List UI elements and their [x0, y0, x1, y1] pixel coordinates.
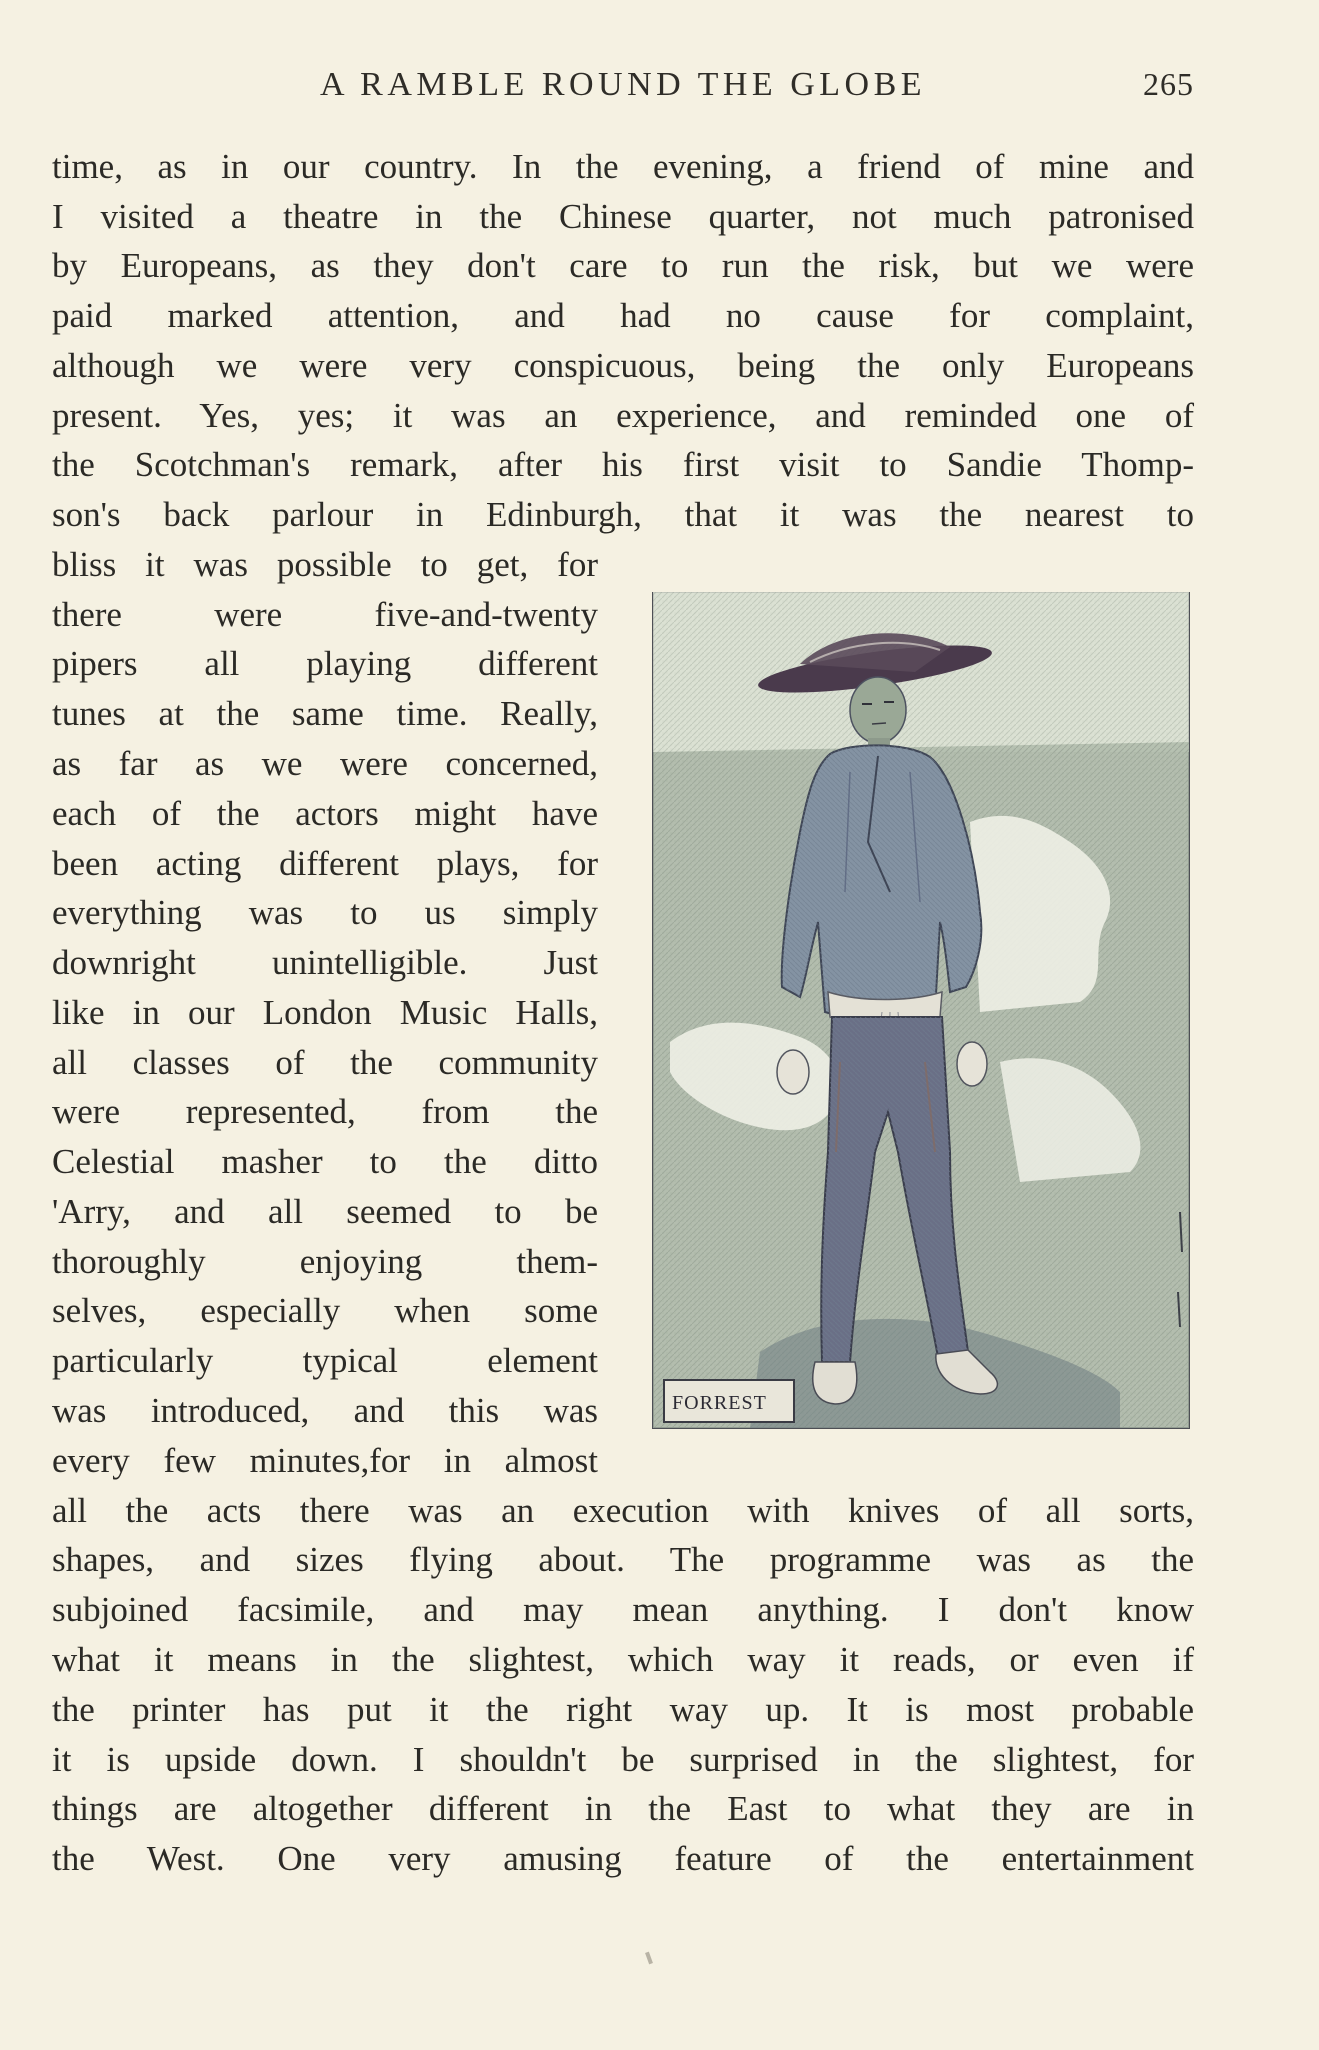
body-line: bliss it was possible to get, for	[52, 545, 598, 584]
running-head	[52, 66, 1194, 116]
body-line: as far as we were concerned,	[52, 744, 598, 783]
body-line: paid marked attention, and had no cause for complaint,	[52, 296, 1194, 335]
illustration-chinese-man	[650, 592, 1192, 1432]
body-line: each of the actors might have	[52, 794, 598, 833]
body-line: tunes at the same time. Really,	[52, 694, 598, 733]
body-line: selves, especially when some	[52, 1291, 598, 1330]
body-line: shapes, and sizes flying about. The programme was as the	[52, 1540, 1194, 1579]
body-line: subjoined facsimile, and may mean anything. I don't know	[52, 1590, 1194, 1629]
body-line: it is upside down. I shouldn't be surprised in the slightest, for	[52, 1740, 1194, 1779]
body-line: everything was to us simply	[52, 893, 598, 932]
body-line: there were five-and-twenty	[52, 595, 598, 634]
left-shoe	[813, 1362, 857, 1404]
body-line: son's back parlour in Edinburgh, that it was the nearest to	[52, 495, 1194, 534]
artist-signature: FORREST	[672, 1392, 767, 1414]
body-line: been acting different plays, for	[52, 844, 598, 883]
body-line: what it means in the slightest, which way it reads, or even if	[52, 1640, 1194, 1679]
body-line: were represented, from the	[52, 1092, 598, 1131]
body-line: downright unintelligible. Just	[52, 943, 598, 982]
body-line: particularly typical element	[52, 1341, 598, 1380]
body-line: the West. One very amusing feature of the entertainment	[52, 1839, 1194, 1878]
right-hand	[957, 1042, 987, 1086]
body-line: the printer has put it the right way up. It is most probable	[52, 1690, 1194, 1729]
body-line: although we were very conspicuous, being the only Europeans	[52, 346, 1194, 385]
body-line: all the acts there was an execution with knives of all sorts,	[52, 1491, 1194, 1530]
illustration-svg	[650, 592, 1192, 1432]
body-line: every few minutes,for in almost	[52, 1441, 598, 1480]
head	[850, 677, 906, 743]
page-mark	[645, 1952, 653, 1965]
body-line: present. Yes, yes; it was an experience, and reminded one of	[52, 396, 1194, 435]
body-line: 'Arry, and all seemed to be	[52, 1192, 598, 1231]
body-line: all classes of the community	[52, 1043, 598, 1082]
body-line: like in our London Music Halls,	[52, 993, 598, 1032]
body-line: thoroughly enjoying them-	[52, 1242, 598, 1281]
body-line: the Scotchman's remark, after his first visit to Sandie Thomp-	[52, 445, 1194, 484]
page-number: 265	[1143, 66, 1194, 102]
body-line: things are altogether different in the East to what they are in	[52, 1789, 1194, 1828]
body-line: Celestial masher to the ditto	[52, 1142, 598, 1181]
body-line: was introduced, and this was	[52, 1391, 598, 1430]
running-title: A RAMBLE ROUND THE GLOBE	[319, 66, 927, 103]
body-line: by Europeans, as they don't care to run the risk, but we were	[52, 246, 1194, 285]
body-line: time, as in our country. In the evening, a friend of mine and	[52, 147, 1194, 186]
body-line: I visited a theatre in the Chinese quarter, not much patronised	[52, 197, 1194, 236]
left-hand	[777, 1050, 809, 1094]
body-line: pipers all playing different	[52, 644, 598, 683]
